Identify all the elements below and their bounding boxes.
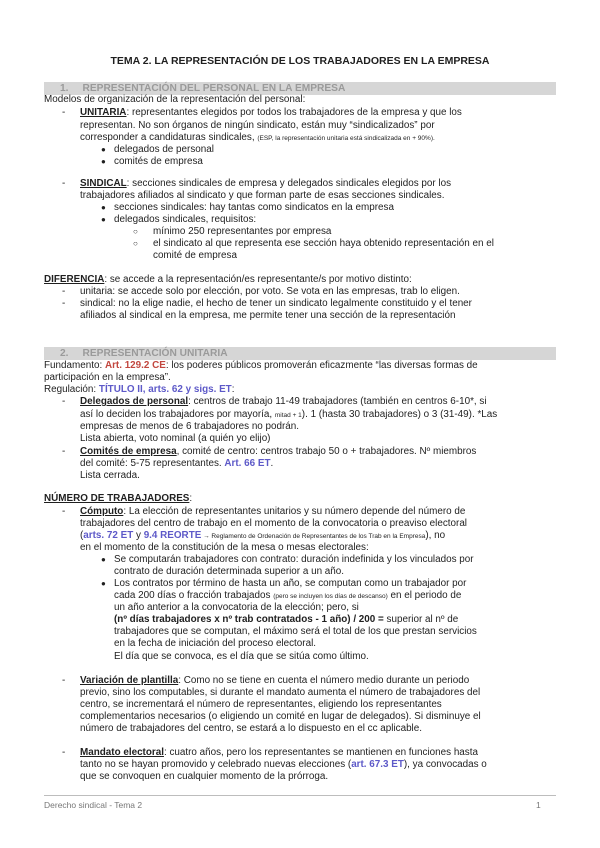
- delegados-line-3: empresas de menos de 6 trabajadores no podrán.: [80, 421, 300, 432]
- circle-bullet-icon: ○: [133, 227, 138, 236]
- delegados-line-2: así lo deciden los trabajadores por mayoría, mitad + 1). 1 (hasta 30 trabajadores) o 3 (31-49). *Las: [80, 409, 498, 420]
- list-item: trabajadores que se computan, el máximo será el total de los que prestan servicios: [114, 626, 477, 637]
- footer-title: Derecho sindical - Tema 2: [44, 800, 143, 810]
- dash-bullet: -: [62, 396, 66, 407]
- mandato-line-1: Mandato electoral: cuatro años, pero los representantes se mantienen en funciones hasta: [80, 747, 478, 758]
- page-title: TEMA 2. LA REPRESENTACIÓN DE LOS TRABAJADORES EN LA EMPRESA: [110, 55, 490, 67]
- fundamento-line: Fundamento: Art. 129.2 CE: los poderes públicos promoverán eficazmente “las diversas formas de: [44, 360, 478, 371]
- bullet-icon: ●: [101, 145, 106, 154]
- comites-line-1: Comités de empresa, comité de centro: centros trabajo 50 o + trabajadores. Nº miembros: [80, 446, 477, 457]
- list-item: el sindicato al que representa ese sección haya obtenido representación en el: [153, 238, 494, 249]
- unitaria-line-1: UNITARIA: representantes elegidos por todos los trabajadores de la empresa y que los: [80, 107, 462, 118]
- list-item: (nº días trabajadores x nº trab contratados - 1 año) / 200 = superior al nº de: [114, 614, 459, 625]
- bullet-icon: ●: [101, 203, 106, 212]
- list-item: Se computarán trabajadores con contrato: duración indefinida y los vinculados por: [114, 554, 474, 565]
- variacion-line-4: complementarios necesarios (o eligiendo un comité en lugar de delegados). Si disminuye el: [80, 711, 481, 722]
- bullet-icon: ●: [101, 579, 106, 588]
- diferencia-item-2-cont: afiliados al sindical en la empresa, me permite tener una sección de la representación: [80, 310, 456, 321]
- computo-line-1: Cómputo: La elección de representantes unitarios y su número depende del número de: [80, 506, 466, 517]
- list-item: comité de empresa: [153, 250, 237, 261]
- fundamento-line-2: participación en la empresa”.: [44, 372, 171, 383]
- dash-bullet: -: [62, 178, 66, 189]
- list-item: mínimo 250 representantes por empresa: [153, 226, 332, 237]
- diferencia-item-2: sindical: no la elige nadie, el hecho de tener un sindicato legalmente constituido y el tener: [80, 298, 472, 309]
- dash-bullet: -: [62, 675, 66, 686]
- comites-line-2: del comité: 5-75 representantes. Art. 66 ET.: [80, 458, 274, 469]
- bullet-icon: ●: [101, 157, 106, 166]
- computo-line-3: (arts. 72 ET y 9.4 REORTE → Reglamento de Ordenación de Representantes de los Trab en la Empresa), no: [80, 530, 446, 541]
- bullet-icon: ●: [101, 215, 106, 224]
- delegados-line-4: Lista abierta, voto nominal (a quién yo elijo): [80, 433, 271, 444]
- delegados-line-1: Delegados de personal: centros de trabajo 11-49 trabajadores (también en centros 6-10*, si: [80, 396, 487, 407]
- section-1-heading: 1. REPRESENTACIÓN DEL PERSONAL EN LA EMPRESA: [44, 82, 556, 95]
- list-item: en la fecha de iniciación del proceso electoral.: [114, 638, 317, 649]
- unitaria-line-2: representan. No son órganos de ningún sindicato, están muy “sindicalizados” por: [80, 120, 435, 131]
- unitaria-line-3: corresponder a candidaturas sindicales, (ESP, la representación unitaria está sindicalizada en + 90%).: [80, 132, 435, 143]
- list-item: El día que se convoca, es el día que se sitúa como último.: [114, 651, 369, 662]
- sindical-line-1: SINDICAL: secciones sindicales de empresa y delegados sindicales elegidos por los: [80, 178, 452, 189]
- variacion-line-3: centro, se incrementará el número de representantes, eligiendo los representantes: [80, 699, 442, 710]
- variacion-line-5: número de trabajadores del centro, se estará a lo dispuesto en el cc aplicable.: [80, 723, 422, 734]
- sindical-line-2: trabajadores afiliados al sindicato y que forman parte de esas secciones sindicales.: [80, 190, 445, 201]
- variacion-line-1: Variación de plantilla: Como no se tiene en cuenta el número medio durante un periodo: [80, 675, 470, 686]
- dash-bullet: -: [62, 506, 66, 517]
- dash-bullet: -: [62, 747, 66, 758]
- list-item: comités de empresa: [114, 156, 203, 167]
- circle-bullet-icon: ○: [133, 239, 138, 248]
- list-item: delegados de personal: [114, 144, 214, 155]
- list-item: contrato de duración determinada superior a un año.: [114, 566, 345, 577]
- dash-bullet: -: [62, 446, 66, 457]
- computo-line-2: trabajadores del centro de trabajo en el momento de la convocatoria o preaviso electoral: [80, 518, 468, 529]
- mandato-line-2: tanto no se hayan promovido y celebrado nuevas elecciones (art. 67.3 ET), ya convocadas o: [80, 759, 487, 770]
- dash-bullet: -: [62, 286, 66, 297]
- list-item: delegados sindicales, requisitos:: [114, 214, 257, 225]
- diferencia-item-1: unitaria: se accede solo por elección, por voto. Se vota en las empresas, trab lo eligen.: [80, 286, 460, 297]
- section-2-heading: 2. REPRESENTACIÓN UNITARIA: [44, 347, 556, 360]
- dash-bullet: -: [62, 298, 66, 309]
- variacion-line-2: previo, sino los computables, si durante el mandato aumenta el número de trabajadores del: [80, 687, 481, 698]
- bullet-icon: ●: [101, 555, 106, 564]
- computo-line-4: en el momento de la constitución de la mesa o mesas electorales:: [80, 542, 369, 553]
- mandato-line-3: que se convoquen en cualquier momento de la prórroga.: [80, 771, 329, 782]
- list-item: Los contratos por término de hasta un año, se computan como un trabajador por: [114, 578, 467, 589]
- footer-divider: [44, 795, 556, 796]
- page-number: 1: [536, 800, 541, 810]
- list-item: cada 200 días o fracción trabajados (pero se incluyen los días de descanso) en el periodo de: [114, 590, 462, 601]
- list-item: un año anterior a la convocatoria de la elección; pero, si: [114, 602, 359, 613]
- diferencia-line: DIFERENCIA: se accede a la representación/es representante/s por motivo distinto:: [44, 274, 412, 285]
- intro-text: Modelos de organización de la representación del personal:: [44, 94, 306, 105]
- dash-bullet: -: [62, 107, 66, 118]
- regulacion-line: Regulación: TÍTULO II, arts. 62 y sigs. ET:: [44, 384, 235, 395]
- comites-line-3: Lista cerrada.: [80, 470, 140, 481]
- list-item: secciones sindicales: hay tantas como sindicatos en la empresa: [114, 202, 394, 213]
- numero-trabajadores-heading: NÚMERO DE TRABAJADORES:: [44, 493, 193, 504]
